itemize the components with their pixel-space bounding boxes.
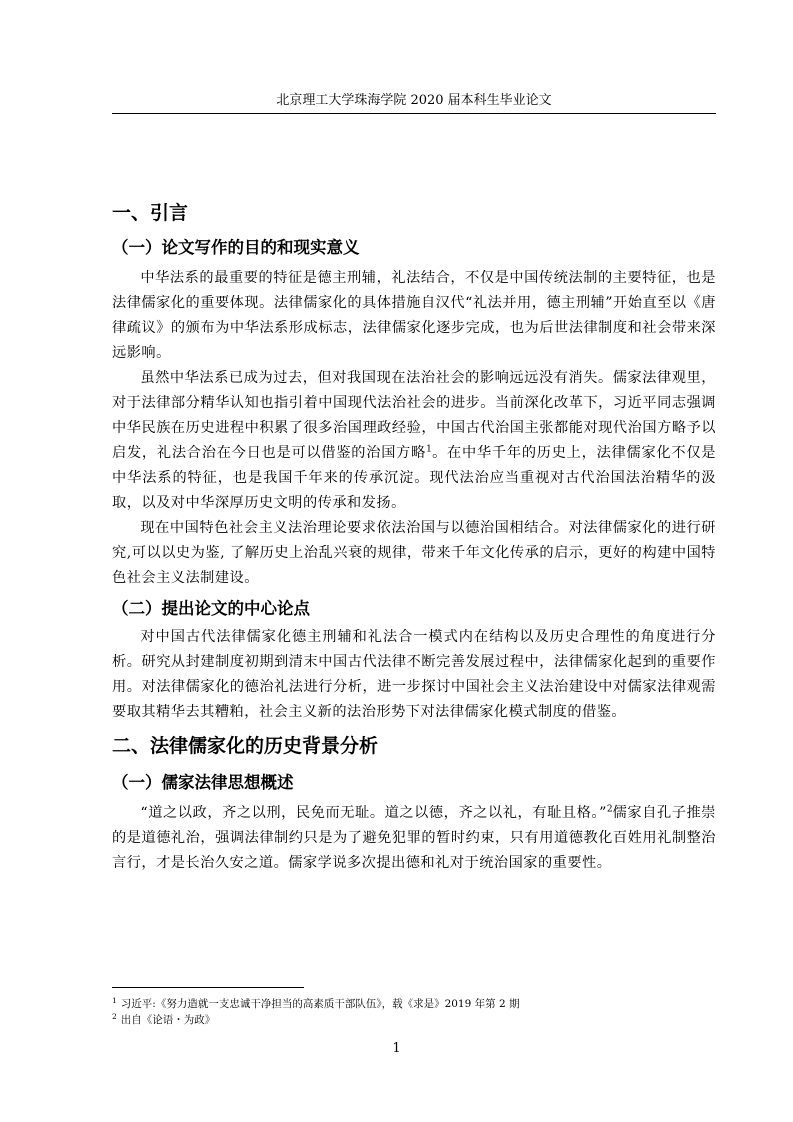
footnote-1-text: 习近平:《努力造就一支忠诚干净担当的高素质干部队伍》，载《求是》2019 年第 2 期: [120, 998, 520, 1010]
paragraph-1-2-1: 对中国古代法律儒家化德主刑辅和礼法合一模式内在结构以及历史合理性的角度进行分析。研究从封建制度初期到清末中国古代法律不断完善发展过程中，法律儒家化起到的重要作用。对法律儒家化的德治礼法进行分析，进一步探讨中国社会主义法治建设中对儒家法律观需要取其精华去其糟粕，社会主义新的法治形势下对法律儒家化模式制度的借鉴。: [112, 629, 716, 720]
main-content: [112, 200, 716, 876]
paragraph-1-1-2-part-b: 。在中华千年的历史上，法律儒家化不仅是中华法系的特征，也是我国千年来的传承沉淀。现代法治应当重视对古代治国法治精华的汲取，以及对中华深厚历史文明的传承和发扬。: [112, 445, 716, 511]
footnote-divider: [112, 987, 304, 988]
header-divider: [112, 113, 716, 114]
footnote-1: [112, 996, 716, 1012]
footnote-2-text: 出自《论语・为政》: [120, 1014, 216, 1026]
footnote-2-number: 2: [112, 1011, 117, 1021]
section-2-heading: 二、法律儒家化的历史背景分析: [112, 735, 379, 757]
footnotes: [112, 996, 716, 1028]
paragraph-1-1-2: [112, 366, 716, 516]
section-1-heading: 一、引言: [112, 202, 189, 224]
section-1-2-heading: （二）提出论文的中心论点: [112, 599, 310, 618]
paragraph-1-1-2-part-a: 虽然中华法系已成为过去，但对我国现在法治社会的影响远远没有消失。儒家法律观里，对于法律部分精华认知也指引着中国现代法治社会的进步。当前深化改革下，习近平同志强调中华民族在历史进程中积累了很多治国理政经验，中国古代治国主张都能对现代治国方略予以启发，礼法合治在今日也是可以借鉴的治国方略: [112, 370, 716, 461]
page-header: 北京理工大学珠海学院 2020 届本科生毕业论文: [276, 93, 552, 108]
page-number: 1: [392, 1041, 401, 1056]
section-2-1-heading: （一）儒家法律思想概述: [112, 773, 294, 792]
paragraph-2-1-1: [112, 801, 716, 876]
footnote-2: [112, 1012, 716, 1028]
paragraph-1-1-3: 现在中国特色社会主义法治理论要求依法治国与以德治国相结合。对法律儒家化的进行研究,可以以史为鉴, 了解历史上治乱兴衰的规律，带来千年文化传承的启示，更好的构建中国特色社会主义法制建设。: [112, 520, 716, 586]
paragraph-1-1-1: 中华法系的最重要的特征是德主刑辅，礼法结合，不仅是中国传统法制的主要特征，也是法律儒家化的重要体现。法律儒家化的具体措施自汉代“礼法并用，德主刑辅”开始直至以《唐律疏议》的颁布为中华法系形成标志，法律儒家化逐步完成，也为后世法律制度和社会带来深远影响。: [112, 270, 716, 361]
footnote-ref-2[interactable]: 2: [606, 804, 613, 815]
footnote-ref-1[interactable]: 1: [426, 444, 432, 455]
footnote-1-number: 1: [112, 995, 117, 1005]
paragraph-2-1-1-quote: “道之以政，齐之以刑，民免而无耻。道之以德，齐之以礼，有耻且格。”: [140, 805, 607, 821]
section-1-1-heading: （一）论文写作的目的和现实意义: [112, 238, 360, 257]
paragraph-2-1-1-body: 儒家自孔子推崇的是道德礼治，强调法律制约只是为了避免犯罪的暂时约束，只有用道德教化百姓用礼制整治言行，才是长治久安之道。儒家学说多次提出德和礼对于统治国家的重要性。: [112, 805, 716, 871]
